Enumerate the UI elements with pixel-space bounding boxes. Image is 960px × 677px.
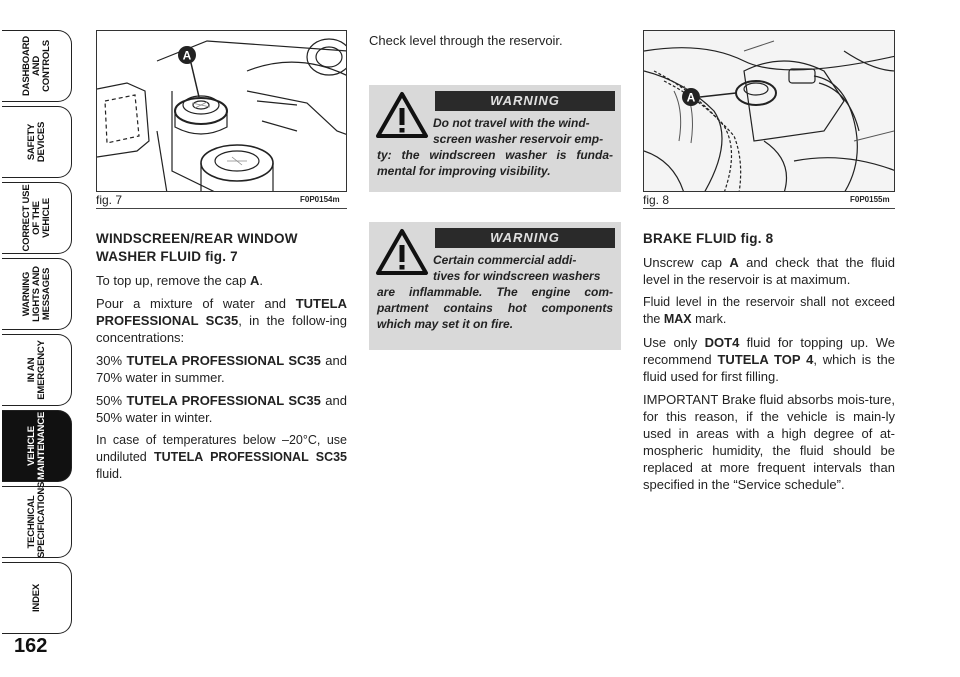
tab-index[interactable] bbox=[2, 562, 72, 634]
warning-box-2 bbox=[369, 222, 621, 350]
figure-7-washer-reservoir bbox=[96, 30, 347, 192]
figure-8-brake-reservoir bbox=[643, 30, 895, 192]
heading-line-1: WINDSCREEN/REAR WINDOW bbox=[96, 231, 298, 246]
figure-caption: fig. 7 bbox=[96, 193, 123, 207]
heading-line-2: WASHER FLUID fig. 7 bbox=[96, 249, 238, 264]
tab-label: INDEX bbox=[30, 583, 42, 613]
washer-reservoir-illustration bbox=[97, 31, 347, 192]
figure-code: F0P0154m bbox=[300, 195, 340, 204]
section-heading: BRAKE FLUID fig. 8 bbox=[643, 231, 774, 246]
figure-code: F0P0155m bbox=[850, 195, 890, 204]
tab-label: TECHNICAL SPECIFICATIONS bbox=[25, 481, 47, 558]
warning-title: WARNING bbox=[435, 228, 615, 248]
check-level-text: Check level through the reservoir. bbox=[369, 33, 563, 48]
paragraph: Unscrew cap A and check that the fluid level in the reservoir is at maximum. bbox=[643, 255, 896, 287]
paragraph: Use only DOT4 fluid for topping up. We recommend TUTELA TOP 4, which is the fluid used for first filling. bbox=[643, 335, 896, 384]
tab-dashboard-and-controls[interactable] bbox=[2, 30, 72, 102]
tab-vehicle-maintenance[interactable] bbox=[2, 410, 72, 482]
figure-caption: fig. 8 bbox=[643, 193, 670, 207]
tab-correct-use[interactable] bbox=[2, 182, 72, 254]
paragraph: 50% TUTELA PROFESSIONAL SC35 and 50% water in winter. bbox=[96, 393, 347, 425]
tab-label: CORRECT USE OF THE VEHICLE bbox=[20, 184, 52, 252]
warning-triangle-icon bbox=[375, 91, 429, 139]
paragraph: Fluid level in the reservoir shall not exceed the MAX mark. bbox=[643, 295, 895, 326]
warning-triangle-icon bbox=[375, 228, 429, 276]
callout-a: A bbox=[686, 90, 696, 105]
left-column bbox=[96, 230, 347, 489]
tab-label: SAFETY DEVICES bbox=[25, 121, 47, 163]
tab-technical-specifications[interactable] bbox=[2, 481, 72, 558]
callout-a: A bbox=[182, 48, 192, 63]
caption-rule bbox=[96, 208, 347, 209]
paragraph: IMPORTANT Brake fluid absorbs mois-ture, for this reason, if the vehicle is main-ly used in areas with a high degree of at-mospheric humidity, the fluid should be replaced at more frequent intervals than specified in the “Service schedule”. bbox=[643, 392, 895, 492]
tab-label: WARNING LIGHTS AND MESSAGES bbox=[20, 266, 52, 322]
tab-warning-lights[interactable] bbox=[2, 258, 72, 330]
brake-reservoir-illustration bbox=[644, 31, 895, 192]
right-column bbox=[643, 230, 895, 499]
paragraph: In case of temperatures below –20°C, use undiluted TUTELA PROFESSIONAL SC35 fluid. bbox=[96, 433, 347, 481]
warning-text: Certain commercial addi- tives for windscreen washers are inflammable. The engine com-partment contains hot components which may set it on fire. bbox=[377, 253, 613, 331]
paragraph: To top up, remove the cap A. bbox=[96, 273, 263, 288]
paragraph: Pour a mixture of water and TUTELA PROFESSIONAL SC35, in the follow-ing concentrations: bbox=[96, 296, 347, 345]
tab-label: VEHICLE MAINTENANCE bbox=[25, 412, 47, 480]
paragraph: 30% TUTELA PROFESSIONAL SC35 and 70% water in summer. bbox=[96, 353, 347, 385]
tab-safety-devices[interactable] bbox=[2, 106, 72, 178]
section-heading bbox=[96, 230, 347, 266]
tab-label: IN AN EMERGENCY bbox=[25, 340, 47, 400]
warning-text: Do not travel with the wind- screen washer reservoir emp- ty: the windscreen washer is funda-mental for improving visibility. bbox=[377, 116, 613, 178]
tab-in-an-emergency[interactable] bbox=[2, 334, 72, 406]
warning-title: WARNING bbox=[435, 91, 615, 111]
page-number: 162 bbox=[14, 635, 48, 657]
caption-rule bbox=[643, 208, 895, 209]
tab-label: DASHBOARD AND CONTROLS bbox=[20, 36, 52, 96]
warning-box-1 bbox=[369, 85, 621, 192]
